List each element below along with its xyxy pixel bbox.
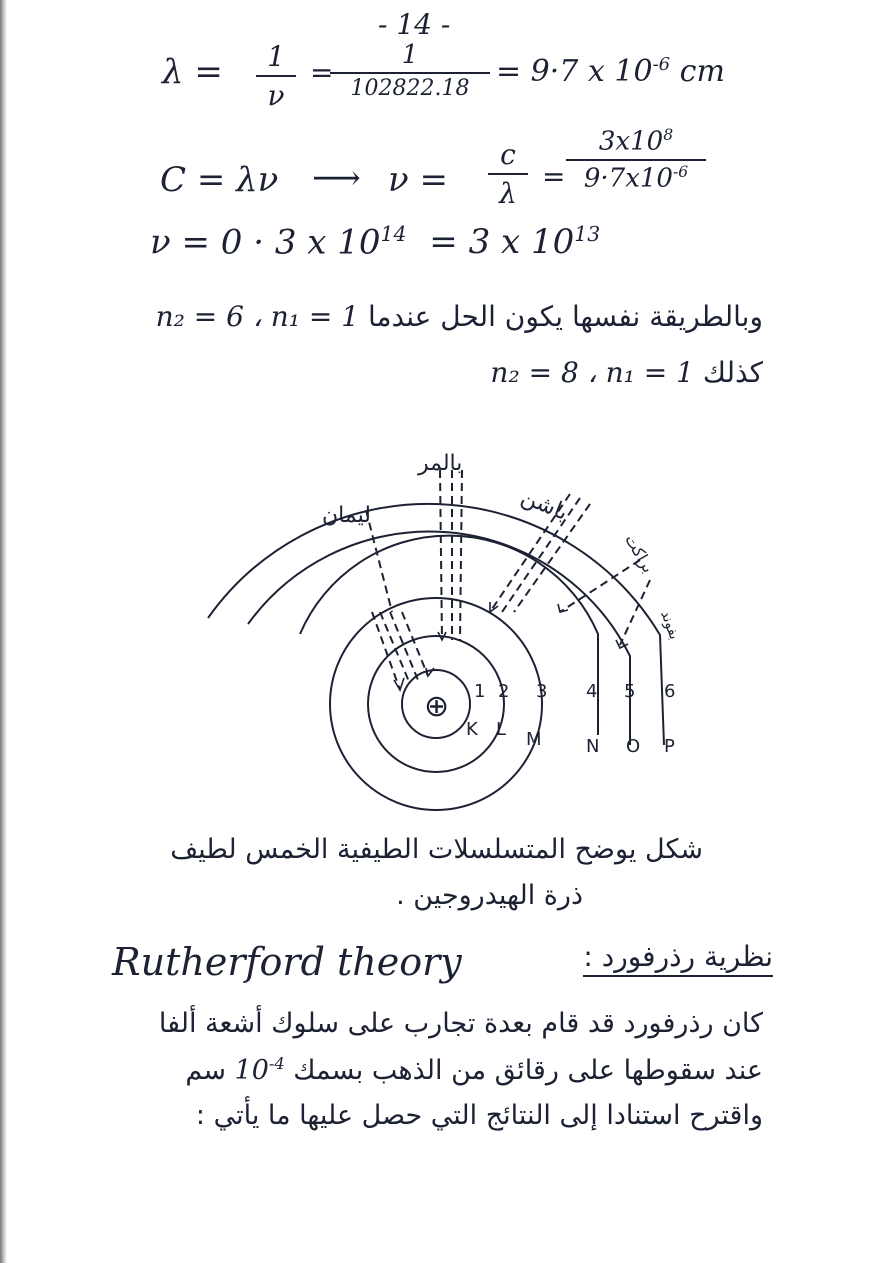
level-1: 1 [474,681,486,702]
shell-L: L [496,719,507,740]
eq1-rhs: = 9·7 x $10^{-6}$ cm [496,54,725,89]
series-pfund: بفوند [657,608,683,642]
level-4: 4 [586,681,598,702]
rutherford-paragraph-line-3: واقترح استنادا إلى النتائج التي حصل عليها ما يأتي : [195,1100,763,1131]
eq2-mid: ν = [388,160,448,200]
eq2-lhs: C = λν [160,160,279,200]
eq1-f2-den: 102822.18 [350,76,470,101]
series-brackett: براكت [621,530,659,577]
shell-M: M [526,729,542,750]
page-number: - 14 - [378,8,451,41]
shell-P: P [664,736,675,757]
level-5: 5 [624,681,636,702]
rutherford-heading-en: Rutherford theory [112,940,462,984]
arabic-line-1: وبالطريقة نفسها يكون الحل عندما n₂ = 6 ، n₁ = 1 [155,300,763,333]
shell-O: O [626,736,641,757]
shell-N: N [586,736,600,757]
eq2-f1-num: c [500,138,516,171]
level-6: 6 [664,681,676,702]
series-paschen: باشن [517,484,572,526]
eq1-f1-den: ν [267,79,285,112]
eq2-arrow: ⟶ [312,158,361,198]
eq1-lhs: λ = [162,52,223,92]
eq1-equals: = [310,56,334,89]
eq1-f1-num: 1 [267,40,285,73]
series-balmer: بالمر [418,451,463,476]
figure-caption-line-2: ذرة الهيدروجين . [396,880,583,911]
figure-caption-line-1: شكل يوضح المتسلسلات الطيفية الخمس لطيف [170,834,703,865]
eq2-f2-den: $9\cdot 7x10^{-6}$ [583,162,689,194]
eq2-f1-den: λ [499,177,517,210]
series-lyman: ليمان [322,503,371,528]
shell-K: K [466,719,478,740]
nucleus-symbol: ⊕ [424,689,450,724]
arabic-line-2: كذلك n₂ = 8 ، n₁ = 1 [490,356,763,389]
equation-3: ν = 0 · 3 x $10^{14} = 3$ x $10^{13}$ [150,222,601,263]
eq2-equals: = [542,160,566,193]
eq1-f2-num: 1 [401,40,419,70]
rutherford-heading-ar: نظرية رذرفورد : [583,940,773,977]
level-3: 3 [536,681,548,702]
rutherford-paragraph-line-2: عند سقوطها على رقائق من الذهب بسمك $10^{-4}$ سم [185,1054,763,1086]
level-2: 2 [498,681,510,702]
rutherford-paragraph-line-1: كان رذرفورد قد قام بعدة تجارب على سلوك أشعة ألفا [158,1008,763,1039]
eq2-f2-num: $3x10^8$ [598,126,674,157]
